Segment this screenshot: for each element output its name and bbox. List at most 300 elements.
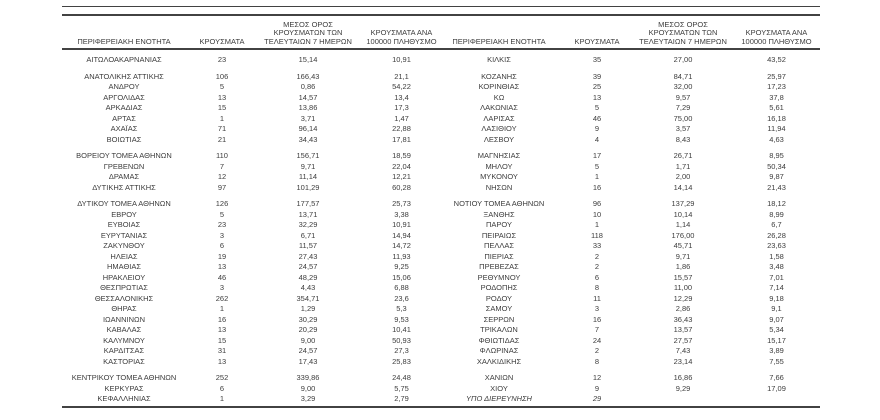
table-row: [62, 124, 445, 135]
avg7-cell: 4,43: [300, 283, 316, 292]
table-row: [62, 183, 445, 194]
avg7-cell: 177,57: [296, 199, 320, 208]
avg7-cell: 32,00: [673, 82, 693, 91]
per100k-cell: 25,73: [392, 199, 411, 208]
per100k-cell: 10,41: [392, 325, 411, 334]
region-name-cell: ΠΑΡΟΥ: [485, 220, 512, 229]
per100k-cell: 13,4: [394, 92, 409, 102]
table-row: [437, 210, 820, 221]
table-group: [437, 151, 820, 193]
table-row: [437, 384, 820, 395]
cases-cell: 46: [217, 272, 227, 282]
table-row: [62, 252, 445, 263]
region-name-cell: ΑΧΑΪΑΣ: [110, 124, 138, 133]
table-row: [62, 231, 445, 242]
table-header-right: [437, 18, 820, 48]
cases-cell: 15: [217, 335, 227, 345]
avg7-cell: 7,29: [675, 103, 691, 112]
cases-cell: 23: [217, 55, 227, 64]
avg7-cell: 13,71: [298, 209, 318, 219]
avg7-cell: 8,43: [675, 134, 691, 144]
region-name-cell: ΒΟΙΩΤΙΑΣ: [106, 134, 142, 144]
table-row: [62, 114, 445, 125]
per100k-cell: 60,28: [392, 182, 411, 192]
cases-cell: 9: [594, 124, 600, 133]
cases-cell: 12: [217, 172, 227, 181]
region-name-cell: ΦΛΩΡΙΝΑΣ: [479, 346, 519, 355]
table-row: [437, 304, 820, 315]
table-row: [437, 346, 820, 357]
per100k-cell: 7,14: [769, 283, 784, 292]
regional-cases-table: [62, 6, 820, 409]
cases-cell: 9: [594, 383, 600, 393]
cases-cell: 1: [219, 304, 225, 313]
col-header-regional-unit: ΠΕΡΙΦΕΡΕΙΑΚΗ ΕΝΟΤΗΤΑ: [77, 36, 171, 46]
per100k-cell: 5,75: [394, 383, 409, 393]
cases-cell: 39: [592, 71, 602, 81]
per100k-cell: 26,28: [767, 230, 786, 240]
avg7-cell: 96,14: [298, 124, 318, 133]
col-header-cases: ΚΡΟΥΣΜΑΤΑ: [199, 36, 245, 46]
avg7-cell: 9,71: [675, 251, 691, 261]
avg7-cell: 1,29: [300, 304, 316, 313]
table-row: [62, 357, 445, 368]
region-name-cell: ΘΕΣΠΡΩΤΙΑΣ: [100, 283, 148, 292]
per100k-cell: 18,59: [392, 151, 411, 160]
table-row: [437, 93, 820, 104]
per100k-cell: 1,58: [769, 251, 784, 261]
region-name-cell: ΚΙΛΚΙΣ: [487, 55, 511, 64]
region-name-cell: ΚΩ: [493, 92, 505, 102]
cases-cell: 5: [219, 209, 225, 219]
region-name-cell: ΣΕΡΡΩΝ: [483, 314, 515, 324]
region-name-cell: ΔΥΤΙΚΟΥ ΤΟΜΕΑ ΑΘΗΝΩΝ: [77, 199, 171, 208]
region-name-cell: ΖΑΚΥΝΘΟΥ: [103, 241, 145, 250]
avg7-cell: 15,57: [673, 272, 693, 282]
table-row: [437, 294, 820, 305]
region-name-cell: ΑΙΤΩΛΟΑΚΑΡΝΑΝΙΑΣ: [86, 55, 162, 64]
table-row: [437, 262, 820, 273]
avg7-cell: 16,86: [673, 373, 693, 382]
cases-cell: 118: [591, 230, 603, 240]
table-group: [62, 199, 445, 367]
col-header-per-100k: ΚΡΟΥΣΜΑΤΑ ΑΝΑ 100000 ΠΛΗΘΥΣΜΟ: [741, 28, 812, 46]
per100k-cell: 24,48: [392, 373, 411, 382]
table-row: [62, 55, 445, 66]
top-border-thick: [62, 14, 820, 16]
table-body-right: [437, 51, 820, 405]
avg7-cell: 2,00: [675, 172, 691, 181]
region-name-cell: ΚΕΝΤΡΙΚΟΥ ΤΟΜΕΑ ΑΘΗΝΩΝ: [71, 373, 177, 382]
cases-cell: 4: [594, 134, 600, 144]
table-row: [62, 210, 445, 221]
cases-cell: 21: [217, 134, 227, 144]
region-name-cell: ΑΝΑΤΟΛΙΚΗΣ ΑΤΤΙΚΗΣ: [84, 71, 164, 81]
region-name-cell: ΠΕΛΛΑΣ: [483, 241, 515, 250]
table-row: [62, 273, 445, 284]
region-name-cell: ΝΟΤΙΟΥ ΤΟΜΕΑ ΑΘΗΝΩΝ: [453, 199, 545, 208]
per100k-cell: 1,47: [394, 113, 409, 123]
region-name-cell: ΣΑΜΟΥ: [485, 304, 513, 313]
per100k-cell: 3,38: [394, 209, 409, 219]
per100k-cell: 5,3: [396, 304, 407, 313]
per100k-cell: 15,17: [767, 335, 786, 345]
table-row: [62, 172, 445, 183]
per100k-cell: 7,01: [769, 272, 784, 282]
cases-cell: 31: [217, 346, 227, 355]
cases-cell: 13: [217, 325, 227, 334]
cases-cell: 252: [215, 373, 229, 382]
per100k-cell: 23,63: [767, 241, 786, 250]
table-row: [62, 220, 445, 231]
table-row: [62, 241, 445, 252]
region-name-cell: ΜΥΚΟΝΟΥ: [480, 172, 518, 181]
region-name-cell: ΚΕΡΚΥΡΑΣ: [104, 383, 144, 393]
region-name-cell: ΚΑΣΤΟΡΙΑΣ: [103, 356, 145, 366]
cases-cell: 3: [219, 230, 225, 240]
table-group: [437, 72, 820, 146]
table-row: [437, 114, 820, 125]
per100k-cell: 5,61: [769, 103, 784, 112]
per100k-cell: 9,1: [771, 304, 782, 313]
table-group: [437, 373, 820, 405]
region-name-cell: ΗΛΕΙΑΣ: [110, 251, 138, 261]
table-group: [62, 72, 445, 146]
region-name-cell: ΕΥΒΟΙΑΣ: [107, 220, 141, 229]
per100k-cell: 43,52: [767, 55, 786, 64]
table-row: [62, 384, 445, 395]
avg7-cell: 166,43: [296, 71, 320, 81]
per100k-cell: 10,91: [392, 55, 411, 64]
table-group: [62, 151, 445, 193]
table-group: [62, 373, 445, 405]
region-name-cell: ΑΡΚΑΔΙΑΣ: [105, 103, 143, 112]
region-name-cell: ΛΕΣΒΟΥ: [483, 134, 515, 144]
per100k-cell: 6,7: [771, 220, 782, 229]
top-border-thin: [62, 6, 820, 7]
cases-cell: 7: [219, 161, 225, 171]
region-name-cell: ΗΜΑΘΙΑΣ: [106, 262, 142, 271]
per100k-cell: 50,34: [767, 161, 786, 171]
table-row: [62, 135, 445, 146]
avg7-cell: 9,71: [300, 161, 316, 171]
per100k-cell: 7,55: [769, 356, 784, 366]
table-row: [62, 72, 445, 83]
cases-cell: 5: [594, 103, 600, 112]
table-row: [62, 294, 445, 305]
table-row: [437, 373, 820, 384]
region-name-cell: ΔΥΤΙΚΗΣ ΑΤΤΙΚΗΣ: [92, 182, 156, 192]
region-name-cell: ΚΑΒΑΛΑΣ: [106, 325, 142, 334]
cases-cell: 6: [594, 272, 600, 282]
table-group: [62, 55, 445, 66]
bottom-border: [62, 406, 820, 408]
avg7-cell: 0,86: [300, 82, 316, 91]
cases-cell: 15: [217, 103, 227, 112]
region-name-cell: ΜΑΓΝΗΣΙΑΣ: [477, 151, 521, 160]
avg7-cell: 32,29: [298, 220, 318, 229]
col-header-regional-unit: ΠΕΡΙΦΕΡΕΙΑΚΗ ΕΝΟΤΗΤΑ: [452, 36, 546, 46]
table-row: [437, 72, 820, 83]
col-header-cases: ΚΡΟΥΣΜΑΤΑ: [574, 36, 620, 46]
region-name-cell: ΛΑΣΙΘΙΟΥ: [481, 124, 517, 133]
cases-cell: 10: [592, 209, 602, 219]
avg7-cell: 75,00: [673, 113, 693, 123]
avg7-cell: 354,71: [296, 293, 320, 303]
region-name-cell: ΓΡΕΒΕΝΩΝ: [103, 161, 145, 171]
region-name-cell: ΘΗΡΑΣ: [111, 304, 137, 313]
region-name-cell: ΑΡΓΟΛΙΔΑΣ: [103, 92, 145, 102]
per100k-cell: 54,22: [392, 82, 411, 91]
table-row: [437, 124, 820, 135]
cases-cell: 71: [217, 124, 227, 133]
region-name-cell: ΚΑΡΔΙΤΣΑΣ: [103, 346, 145, 355]
region-name-cell: ΒΟΡΕΙΟΥ ΤΟΜΕΑ ΑΘΗΝΩΝ: [76, 151, 172, 160]
avg7-cell: 339,86: [296, 373, 320, 382]
cases-cell: 1: [219, 394, 225, 403]
avg7-cell: 1,14: [675, 220, 691, 229]
per100k-cell: 8,95: [769, 151, 784, 160]
region-name-cell: ΚΟΡΙΝΘΙΑΣ: [478, 82, 520, 91]
cases-cell: 13: [217, 92, 227, 102]
region-name-cell: ΑΡΤΑΣ: [112, 113, 136, 123]
cases-cell: 12: [592, 373, 602, 382]
region-name-cell: ΕΥΡΥΤΑΝΙΑΣ: [100, 230, 148, 240]
cases-cell: 5: [594, 161, 600, 171]
avg7-cell: 24,57: [298, 346, 318, 355]
per100k-cell: 50,93: [392, 335, 411, 345]
avg7-cell: 27,43: [298, 251, 318, 261]
per100k-cell: 14,94: [392, 230, 411, 240]
avg7-cell: 12,29: [673, 293, 693, 303]
avg7-cell: 27,00: [673, 55, 693, 64]
per100k-cell: 21,1: [394, 71, 409, 81]
table-body-left: [62, 51, 445, 405]
region-name-cell: ΛΑΡΙΣΑΣ: [483, 113, 515, 123]
region-name-cell: ΠΕΙΡΑΙΩΣ: [481, 230, 517, 240]
table-row: [62, 151, 445, 162]
table-row: [437, 172, 820, 183]
region-name-cell: ΗΡΑΚΛΕΙΟΥ: [102, 272, 146, 282]
header-underline: [62, 48, 820, 50]
cases-cell: 1: [594, 172, 600, 181]
avg7-cell: 176,00: [671, 230, 695, 240]
table-row: [437, 199, 820, 210]
cases-cell: 46: [592, 113, 602, 123]
avg7-cell: 17,43: [298, 356, 318, 366]
per100k-cell: 6,88: [394, 283, 409, 292]
avg7-cell: 24,57: [298, 262, 318, 271]
table-row: [62, 262, 445, 273]
avg7-cell: 3,57: [675, 124, 691, 133]
per100k-cell: 15,06: [392, 272, 411, 282]
avg7-cell: 13,57: [673, 325, 693, 334]
region-name-cell: ΝΗΣΩΝ: [485, 182, 513, 192]
per100k-cell: 22,88: [392, 124, 411, 133]
cases-cell: 110: [216, 151, 228, 160]
cases-cell: 13: [217, 262, 227, 271]
table-row: [62, 162, 445, 173]
cases-cell: 7: [594, 325, 600, 334]
table-row: [62, 325, 445, 336]
table-row: [437, 357, 820, 368]
per100k-cell: 5,34: [769, 325, 784, 334]
per100k-cell: 17,09: [767, 383, 786, 393]
region-name-cell: ΧΙΟΥ: [490, 383, 508, 393]
cases-cell: 6: [219, 241, 225, 250]
avg7-cell: 14,57: [298, 92, 318, 102]
table-row: [437, 315, 820, 326]
region-name-cell: ΠΙΕΡΙΑΣ: [484, 251, 514, 261]
table-row: [437, 231, 820, 242]
avg7-cell: 6,71: [300, 230, 316, 240]
region-name-cell: ΙΩΑΝΝΙΝΩΝ: [102, 314, 146, 324]
region-name-cell: ΚΑΛΥΜΝΟΥ: [103, 335, 145, 345]
avg7-cell: 45,71: [673, 241, 693, 250]
avg7-cell: 10,14: [673, 209, 693, 219]
cases-cell: 8: [594, 283, 600, 292]
avg7-cell: 101,29: [296, 182, 320, 192]
region-name-cell: ΠΡΕΒΕΖΑΣ: [479, 262, 519, 271]
per100k-cell: 9,07: [769, 314, 784, 324]
region-name-cell: ΚΕΦΑΛΛΗΝΙΑΣ: [97, 394, 151, 403]
avg7-cell: 48,29: [298, 272, 318, 282]
region-name-cell: ΧΑΛΚΙΔΙΚΗΣ: [476, 356, 522, 366]
col-header-avg-7day: ΜΕΣΟΣ ΟΡΟΣ ΚΡΟΥΣΜΑΤΩΝ ΤΩΝ ΤΕΛΕΥΤΑΙΩΝ 7 ΗΜΕΡΩΝ: [639, 19, 727, 46]
avg7-cell: 27,57: [673, 335, 693, 345]
cases-cell: 2: [594, 251, 600, 261]
avg7-cell: 1,71: [675, 161, 691, 171]
cases-cell: 6: [219, 383, 225, 393]
region-name-cell: ΞΑΝΘΗΣ: [483, 209, 515, 219]
per100k-cell: 17,81: [392, 134, 411, 144]
avg7-cell: 13,86: [298, 103, 318, 112]
cases-cell: 16: [592, 182, 602, 192]
cases-cell: 25: [592, 82, 602, 91]
per100k-cell: 25,83: [392, 356, 411, 366]
cases-cell: 2: [594, 262, 600, 271]
avg7-cell: 84,71: [673, 71, 693, 81]
avg7-cell: 2,86: [675, 304, 691, 313]
per100k-cell: 9,25: [394, 262, 409, 271]
per100k-cell: 4,63: [769, 134, 784, 144]
cases-cell: 11: [593, 293, 601, 303]
cases-cell: 35: [592, 55, 602, 64]
avg7-cell: 26,71: [673, 151, 693, 160]
per100k-cell: 11,93: [392, 251, 411, 261]
per100k-cell: 10,91: [392, 220, 411, 229]
avg7-cell: [633, 394, 733, 405]
cases-cell: 106: [215, 71, 229, 81]
avg7-cell: 156,71: [296, 151, 320, 160]
cases-cell: 17: [592, 151, 602, 160]
table-row: [437, 162, 820, 173]
per100k-cell: 11,94: [767, 124, 786, 133]
region-name-cell: ΚΟΖΑΝΗΣ: [481, 71, 517, 81]
per100k-cell: [733, 394, 820, 405]
per100k-cell: 9,87: [769, 172, 784, 181]
avg7-cell: 14,14: [673, 182, 693, 192]
cases-cell: 19: [217, 251, 227, 261]
table-row: [437, 336, 820, 347]
cases-cell: 16: [592, 314, 602, 324]
region-name-cell: ΥΠΟ ΔΙΕΡΕΥΝΗΣΗ: [466, 394, 532, 403]
per100k-cell: 23,6: [394, 293, 409, 303]
cases-cell: 33: [592, 241, 602, 250]
cases-cell: 24: [592, 335, 602, 345]
avg7-cell: 1,86: [675, 262, 691, 271]
cases-cell: 5: [219, 82, 225, 91]
table-row: [437, 135, 820, 146]
region-name-cell: ΧΑΝΙΩΝ: [484, 373, 514, 382]
table-row: [437, 220, 820, 231]
cases-cell: 97: [217, 182, 227, 192]
region-name-cell: ΔΡΑΜΑΣ: [108, 172, 140, 181]
table-row: [437, 183, 820, 194]
per100k-cell: 22,04: [392, 161, 411, 171]
avg7-cell: 9,29: [675, 383, 691, 393]
cases-cell: 126: [215, 199, 229, 208]
avg7-cell: 11,57: [298, 241, 318, 250]
table-row: [62, 346, 445, 357]
per100k-cell: 17,3: [394, 103, 409, 112]
region-name-cell: ΘΕΣΣΑΛΟΝΙΚΗΣ: [94, 293, 154, 303]
per100k-cell: 9,18: [769, 293, 784, 303]
cases-cell: 1: [594, 220, 600, 229]
avg7-cell: 9,57: [675, 92, 691, 102]
avg7-cell: 34,43: [298, 134, 318, 144]
avg7-cell: 23,14: [673, 356, 693, 366]
table-row: [62, 103, 445, 114]
cases-cell: 3: [594, 304, 600, 313]
region-name-cell: ΕΒΡΟΥ: [111, 209, 137, 219]
per100k-cell: 12,21: [392, 172, 411, 181]
table-row: [437, 241, 820, 252]
region-name-cell: ΡΟΔΟΥ: [485, 293, 513, 303]
table-row: [437, 252, 820, 263]
per100k-cell: 25,97: [767, 71, 786, 81]
table-row: [62, 336, 445, 347]
table-row: [437, 283, 820, 294]
cases-cell: 13: [592, 92, 602, 102]
avg7-cell: 3,71: [300, 113, 316, 123]
cases-cell: 96: [592, 199, 602, 208]
per100k-cell: 27,3: [394, 346, 409, 355]
cases-cell: 16: [217, 314, 227, 324]
table-row: [437, 394, 820, 405]
per100k-cell: 2,79: [394, 394, 409, 403]
region-name-cell: ΦΘΙΩΤΙΔΑΣ: [478, 335, 520, 345]
avg7-cell: 9,00: [300, 335, 316, 345]
region-name-cell: ΡΕΘΥΜΝΟΥ: [477, 272, 521, 282]
table-row: [62, 304, 445, 315]
region-name-cell: ΤΡΙΚΑΛΩΝ: [480, 325, 518, 334]
cases-cell: 13: [217, 356, 227, 366]
table-row: [62, 373, 445, 384]
avg7-cell: 20,29: [298, 325, 318, 334]
region-name-cell: ΡΟΔΟΠΗΣ: [480, 283, 518, 292]
avg7-cell: 3,29: [300, 394, 316, 403]
table-row: [62, 93, 445, 104]
per100k-cell: 9,53: [394, 314, 409, 324]
avg7-cell: 9,00: [300, 383, 316, 393]
per100k-cell: 3,48: [769, 262, 784, 271]
cases-cell: 1: [219, 113, 225, 123]
cases-cell: 29: [592, 394, 602, 403]
avg7-cell: 30,29: [298, 314, 318, 324]
per100k-cell: 37,8: [769, 92, 784, 102]
table-row: [437, 151, 820, 162]
